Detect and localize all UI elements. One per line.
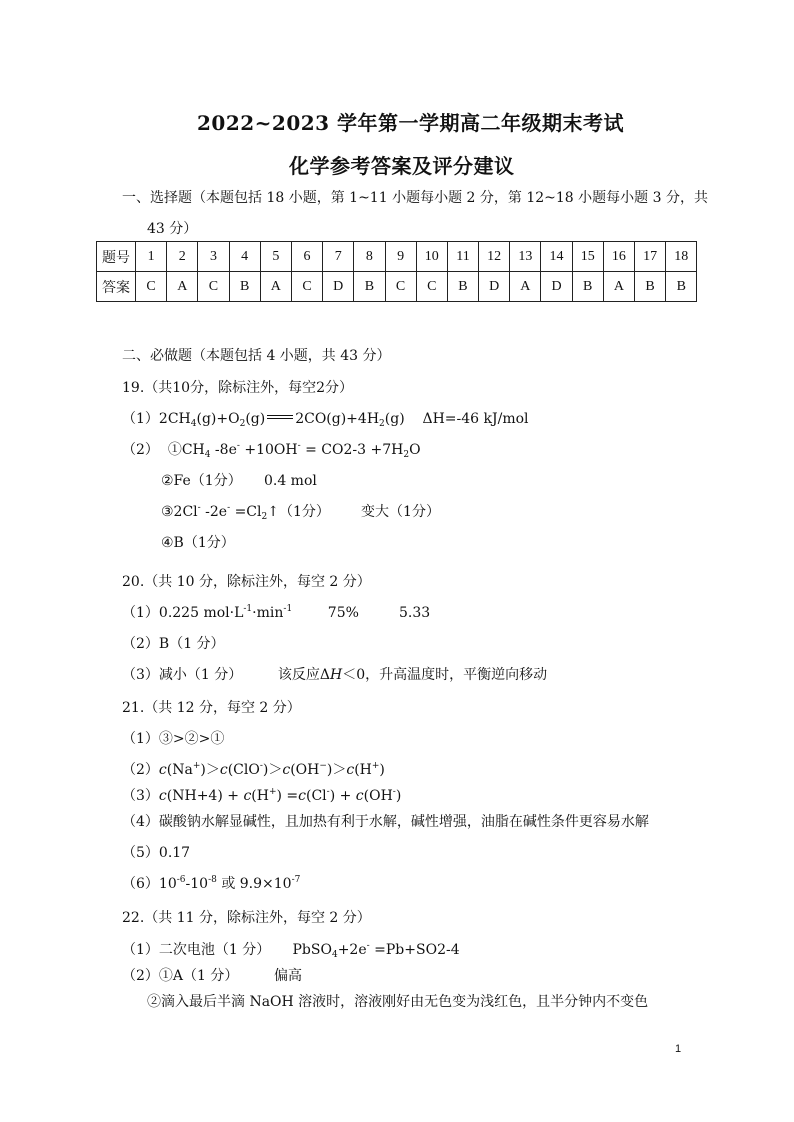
table-cell: D <box>479 272 510 302</box>
section1-heading-cont: 43 分） <box>147 221 198 237</box>
table-cell: B <box>447 272 478 302</box>
row-label: 题号 <box>97 242 136 272</box>
table-cell: 17 <box>635 242 666 272</box>
q19-part2b-value: 0.4 mol <box>263 473 317 489</box>
equals-sign-icon <box>267 415 293 419</box>
q19-part2a-circle: ① <box>167 442 182 458</box>
q22-part2b: ②滴入最后半滴 NaOH 溶液时，溶液刚好由无色变为浅红色，且半分钟内不变色 <box>147 994 649 1010</box>
q20-part2: （2）B（1 分） <box>122 636 225 652</box>
q21-part2-label: （2） <box>122 762 159 778</box>
table-cell: 6 <box>291 242 322 272</box>
table-cell: B <box>635 272 666 302</box>
table-cell: 7 <box>323 242 354 272</box>
table-cell: C <box>291 272 322 302</box>
q19-delta-h: ΔH=-46 kJ/mol <box>422 411 529 427</box>
q20-part3 <box>122 664 547 684</box>
q22-part1-label: （1）二次电池（1 分） <box>122 942 271 958</box>
q19-part2b-text: ②Fe（1分） <box>161 473 242 489</box>
table-cell: 15 <box>572 242 603 272</box>
table-cell: 11 <box>447 242 478 272</box>
table-cell: 5 <box>260 242 291 272</box>
row-label: 答案 <box>97 272 136 302</box>
q22-part2-value: 偏高 <box>273 968 302 984</box>
table-row <box>97 242 697 272</box>
q22-part1: （1）二次电池（1 分） PbSO$_4$+2e- =Pb+SO2-4 <box>122 941 460 960</box>
q21-heading: 21.（共 12 分，每空 2 分） <box>122 700 301 716</box>
table-cell: 9 <box>385 242 416 272</box>
table-cell: A <box>603 272 634 302</box>
q20-constant: 5.33 <box>398 605 431 621</box>
q19-part2c-mark: （1分） <box>278 504 330 520</box>
q21-part4: （4）碳酸钠水解显碱性，且加热有利于水解，碱性增强，油脂在碱性条件更容易水解 <box>122 814 649 830</box>
table-cell: B <box>229 272 260 302</box>
table-cell: 1 <box>136 242 167 272</box>
table-cell: A <box>167 272 198 302</box>
q21-part1: （1）③>②>① <box>122 731 225 747</box>
q20-heading: 20.（共 10 分，除标注外，每空 2 分） <box>122 574 371 590</box>
section1-heading: 一、选择题（本题包括 18 小题，第 1~11 小题每小题 2 分，第 12~18 小题每小题 3 分，共 <box>122 190 708 206</box>
q20-conversion: 75% <box>327 605 359 621</box>
answer-table <box>96 241 697 302</box>
q19-part1-label: （1） <box>122 411 159 427</box>
q20-part3-text-b: H <box>330 667 343 683</box>
table-cell: B <box>572 272 603 302</box>
table-cell: 12 <box>479 242 510 272</box>
table-cell: B <box>666 272 697 302</box>
table-cell: 8 <box>354 242 385 272</box>
table-cell: 16 <box>603 242 634 272</box>
table-cell: 2 <box>167 242 198 272</box>
table-cell: C <box>416 272 447 302</box>
q21-part2: （2）c(Na+)＞c(ClO-)＞c(OH−)＞c(H+) <box>122 761 385 778</box>
q20-part3-label: （3）减小（1 分） <box>122 667 243 683</box>
table-cell: 18 <box>666 242 697 272</box>
q20-part1-label: （1） <box>122 605 159 621</box>
q21-part6-label: （6） <box>122 876 159 892</box>
q21-part6: $(6)10^{-6}-10^{-8}$ 或 $9.9\times 10^{-7}$ <box>122 875 301 892</box>
table-cell: A <box>260 272 291 302</box>
q22-heading: 22.（共 11 分，除标注外，每空 2 分） <box>122 910 371 926</box>
q21-part3: （3）c(NH+4) + c(H+) =c(Cl-) + c(OH-) <box>122 787 402 804</box>
q19-part2c: ③2Cl- $-2e^- =Cl_2↑(1$分） 变大（1分） <box>161 503 440 522</box>
q22-part2-label: （2）①A（1 分） <box>122 968 239 984</box>
q20-part3-text-c: ＜0，升高温度时，平衡逆向移动 <box>342 667 548 683</box>
table-cell: 13 <box>510 242 541 272</box>
q21-part3-label: （3） <box>122 788 159 804</box>
table-cell: B <box>354 272 385 302</box>
q20-part1: （1）0.225 $mol\cdot L^{-1}\cdot\min^{-1}$ 75% 5.33 <box>122 604 431 621</box>
page-title-line1: 2022~2023 学年第一学期高二年级期末考试 <box>197 111 625 135</box>
q19-part2b <box>161 470 317 490</box>
q20-rate: 0.225 mol·L <box>158 605 244 621</box>
q21-part5: （5）0.17 <box>122 845 191 861</box>
section2-heading: 二、必做题（本题包括 4 小题，共 43 分） <box>122 348 391 364</box>
q19-part2a: （2） $①CH_4$ $-8e^- +10OH^- = CO2-3 +7H_2O$ <box>122 441 421 460</box>
table-cell: 14 <box>541 242 572 272</box>
table-cell: 3 <box>198 242 229 272</box>
table-cell: A <box>510 272 541 302</box>
q20-part3-text-a: 该反应Δ <box>277 667 330 683</box>
q19-part2c-change: 变大（1分） <box>361 504 440 520</box>
q19-part2d: ④B（1分） <box>161 535 235 551</box>
table-cell: C <box>198 272 229 302</box>
table-cell: D <box>541 272 572 302</box>
q19-heading: 19.（共10分，除标注外，每空2分） <box>122 380 353 396</box>
table-cell: C <box>385 272 416 302</box>
q19-part2-label: （2） <box>122 442 159 458</box>
page-title-line2: 化学参考答案及评分建议 <box>289 154 515 178</box>
table-row <box>97 272 697 302</box>
q19-part1: $(1)2CH_4(g)+O_2(g)$ $2CO(g)+4H_2(g)$ ΔH=-46 kJ/mol <box>122 411 529 429</box>
q22-part2a <box>122 965 302 985</box>
q21-part6-or: 或 9.9×10 <box>221 876 292 892</box>
table-cell: C <box>136 272 167 302</box>
table-cell: D <box>323 272 354 302</box>
table-cell: 10 <box>416 242 447 272</box>
page-number: 1 <box>675 1043 682 1055</box>
table-cell: 4 <box>229 242 260 272</box>
